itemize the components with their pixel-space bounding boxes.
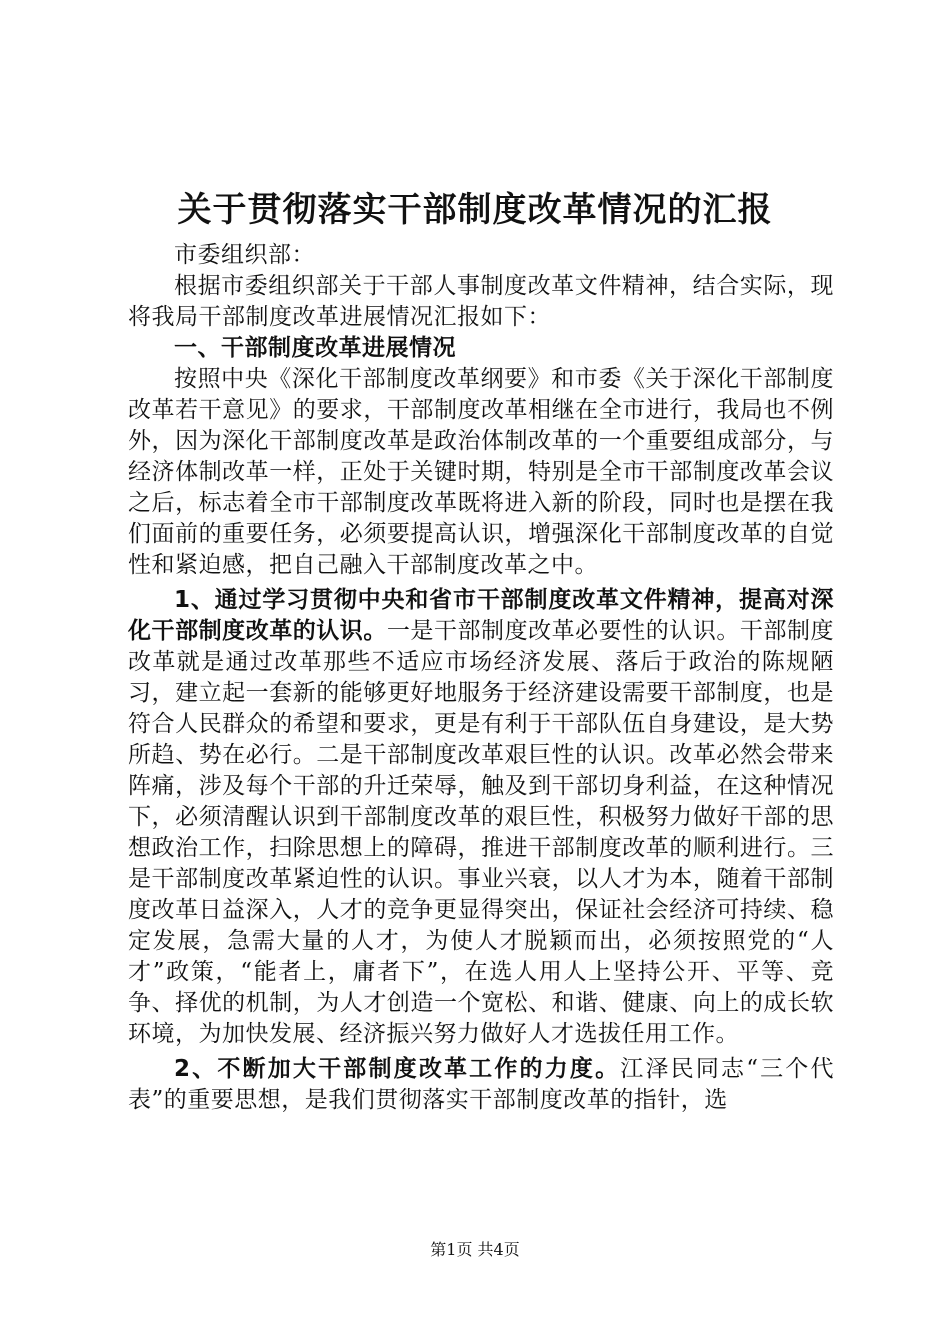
salutation: 市委组织部： <box>174 242 315 268</box>
item-1-lead: 1、通过学习贯彻中央和省市干部制度改革文件精神，提高对深化干部制度改革的认识。 <box>128 587 834 644</box>
document-body <box>128 240 834 1116</box>
item-1-paragraph <box>128 585 834 1050</box>
page-footer: 第1页 共4页 <box>430 1240 520 1259</box>
item-1-text: 一是干部制度改革必要性的认识。干部制度改革就是通过改革那些不适应市场经济发展、落后于政治的陈规陋习，建立起一套新的能够更好地服务于经济建设需要干部制度，也是符合人民群众的希望和要求，更是有利于干部队伍自身建设，是大势所趋、势在必行。二是干部制度改革艰巨性的认识。改革必然会带来阵痛，涉及每个干部的升迁荣辱，触及到干部切身利益，在这种情况下，必须清醒认识到干部制度改革的艰巨性，积极努力做好干部的思想政治工作，扫除思想上的障碍，推进干部制度改革的顺利进行。三是干部制度改革紧迫性的认识。事业兴衰，以人才为本，随着干部制度改革日益深入，人才的竞争更显得突出，保证社会经济可持续、稳定发展，急需大量的人才，为使人才脱颖而出，必须按照党的“人才”政策，“能者上，庸者下”，在选人用人上坚持公开、平等、竞争、择优的机制，为人才创造一个宽松、和谐、健康、向上的成长软环境，为加快发展、经济振兴努力做好人才选拔任用工作。 <box>128 618 835 1047</box>
section-1-heading: 一、干部制度改革进展情况 <box>174 335 456 361</box>
item-2-text: 江泽民同志“三个代表”的重要思想，是我们贯彻落实干部制度改革的指针，选 <box>128 1056 834 1113</box>
section-1-paragraph: 按照中央《深化干部制度改革纲要》和市委《关于深化干部制度改革若干意见》的要求，干部制度改革相继在全市进行，我局也不例外，因为深化干部制度改革是政治体制改革的一个重要组成部分，与经济体制改革一样，正处于关键时期，特别是全市干部制度改革会议之后，标志着全市干部制度改革既将进入新的阶段，同时也是摆在我们面前的重要任务，必须要提高认识，增强深化干部制度改革的自觉性和紧迫感，把自己融入干部制度改革之中。 <box>128 366 834 578</box>
item-2-paragraph <box>128 1054 834 1116</box>
document-title: 关于贯彻落实干部制度改革情况的汇报 <box>177 190 773 230</box>
item-2-lead: 2、不断加大干部制度改革工作的力度。 <box>174 1056 621 1082</box>
intro-paragraph: 根据市委组织部关于干部人事制度改革文件精神，结合实际，现将我局干部制度改革进展情况汇报如下： <box>128 273 834 330</box>
